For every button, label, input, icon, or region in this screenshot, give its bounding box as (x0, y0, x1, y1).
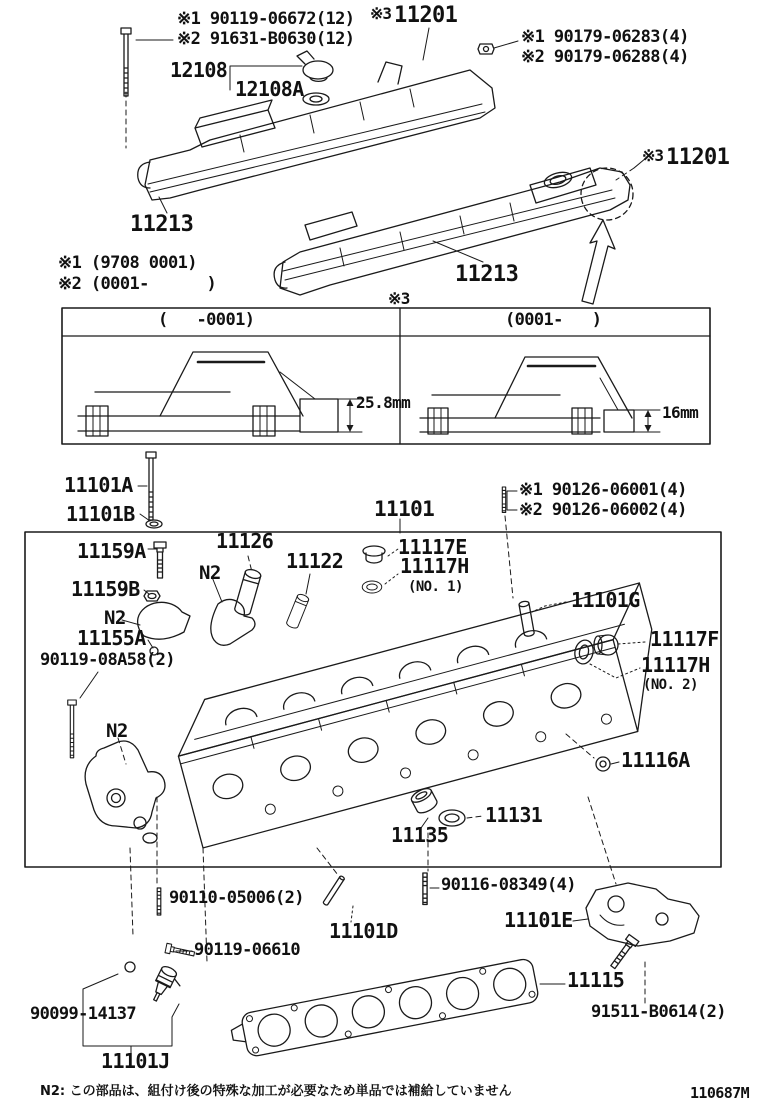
part-label-11159b: 11159B (71, 577, 140, 601)
part-label-11101g: 11101G (571, 588, 640, 612)
n2-mark-b: N2 (104, 607, 126, 629)
part-label-11115: 11115 (567, 968, 625, 992)
part-label-11101d: 11101D (329, 919, 398, 943)
part-label-11101a: 11101A (64, 473, 133, 497)
gasket-profile-left-drawing (78, 352, 362, 436)
cam-position-sensor-drawing (586, 883, 699, 946)
note-cover-bolt-1: ※1 90119-06672(12) (177, 9, 355, 29)
pin-11101d-icon (323, 875, 345, 905)
part-label-11131: 11131 (485, 803, 543, 827)
part-label-11213-mid: 11213 (455, 262, 519, 287)
part-label-11159a: 11159A (77, 539, 146, 563)
cover-bolt-icon (121, 28, 131, 96)
cylinder-head-drawing (166, 583, 676, 848)
oil-cap-gasket-drawing (303, 93, 329, 105)
cylinder-head-cover-top-drawing (138, 58, 495, 200)
doc-number: 110687M (690, 1084, 750, 1102)
footer-note: N2: この部品は、組付け後の特殊な加工が必要なため単品では補給していません (40, 1084, 512, 1099)
head-bolt-washer-icon (146, 520, 162, 528)
part-label-90119-06610: 90119-06610 (194, 940, 300, 960)
ring-11117h-no1-icon (362, 581, 382, 593)
part-label-11155a: 11155A (77, 626, 146, 650)
part-label-11126: 11126 (216, 529, 274, 553)
seal-11117h-no2-icon (573, 638, 596, 665)
gasket-profile-right-drawing (420, 357, 660, 434)
injector-oring-icon (125, 962, 135, 972)
dimension-right: 16mm (662, 403, 699, 422)
plug-11116a-icon (596, 757, 610, 771)
seal-washer-icon (478, 44, 494, 54)
ref3-mark: ※3 (642, 146, 664, 165)
head-gasket-drawing (229, 958, 540, 1060)
valve-guide-11126-icon (234, 568, 262, 617)
note-stud-1: ※1 90126-06001(4) (519, 480, 687, 500)
note-stud-2: ※2 90126-06002(4) (519, 500, 687, 520)
direction-arrow (582, 220, 615, 304)
part-label-11122: 11122 (286, 549, 344, 573)
note-range-2: ※2 (0001- ) (58, 274, 217, 294)
part-label-11101j: 11101J (101, 1049, 170, 1073)
part-label-11117e: 11117E (398, 535, 467, 559)
distributor-housing-drawing (85, 741, 165, 843)
leader-lines-frame (80, 549, 645, 962)
label-no2: (NO. 2) (643, 677, 698, 693)
part-label-90110-05006: 90110-05006(2) (169, 888, 304, 908)
guide-11122-icon (286, 593, 310, 629)
part-label-12108: 12108 (170, 58, 228, 82)
rocker-support-n2-icon (211, 599, 255, 645)
table-ref3-mark: ※3 (388, 289, 410, 308)
part-label-11116a: 11116A (621, 748, 690, 772)
note-seal-washer-2: ※2 90179-06288(4) (521, 47, 689, 67)
part-label-11101e: 11101E (504, 908, 573, 932)
part-label-12108a: 12108A (235, 77, 304, 101)
note-range-1: ※1 (9708 0001) (58, 253, 197, 273)
part-label-11101: 11101 (374, 497, 435, 521)
table-header-right: (0001- ) (505, 310, 602, 330)
part-label-11101b: 11101B (66, 502, 135, 526)
part-label-90116-08349: 90116-08349(4) (441, 875, 576, 895)
part-label-11201-top: ※3 11201 (370, 3, 458, 28)
label-no1: (NO. 1) (408, 579, 463, 595)
part-label-91511-b0614: 91511-B0614(2) (591, 1002, 726, 1022)
cap-11135-icon (409, 786, 439, 816)
bolt-11159a-icon (154, 542, 166, 578)
part-label-90119-08a58: 90119-08A58(2) (40, 650, 175, 670)
ref3-region-marker (581, 168, 633, 220)
part-label-11135: 11135 (391, 823, 449, 847)
part-label-11117h-no2: 11117H (641, 653, 710, 677)
table-header-left: ( -0001) (158, 310, 255, 330)
cap-11117e-icon (363, 546, 385, 563)
part-label-11213-left: 11213 (130, 212, 194, 237)
ref3-mark: ※3 (370, 4, 392, 23)
dimension-left: 25.8mm (356, 393, 411, 412)
note-seal-washer-1: ※1 90179-06283(4) (521, 27, 689, 47)
stud-90116-icon (423, 873, 427, 905)
injector-drawing (148, 965, 185, 1008)
n2-mark-c: N2 (106, 720, 128, 742)
part-label-11117f: 11117F (650, 627, 719, 651)
cylinder-head-cover-bottom-drawing (274, 168, 630, 295)
part-label-90099-14137: 90099-14137 (30, 1004, 136, 1024)
bolt-90119-08a58-icon (68, 700, 77, 758)
part-label-11117h-no1: 11117H (400, 554, 469, 578)
n2-mark-a: N2 (199, 562, 221, 584)
part-label-11201-right: ※3 11201 (642, 145, 730, 170)
note-cover-bolt-2: ※2 91631-B0630(12) (177, 29, 355, 49)
stud-bolt-icon (502, 487, 505, 513)
stud-90110-icon (157, 888, 161, 915)
